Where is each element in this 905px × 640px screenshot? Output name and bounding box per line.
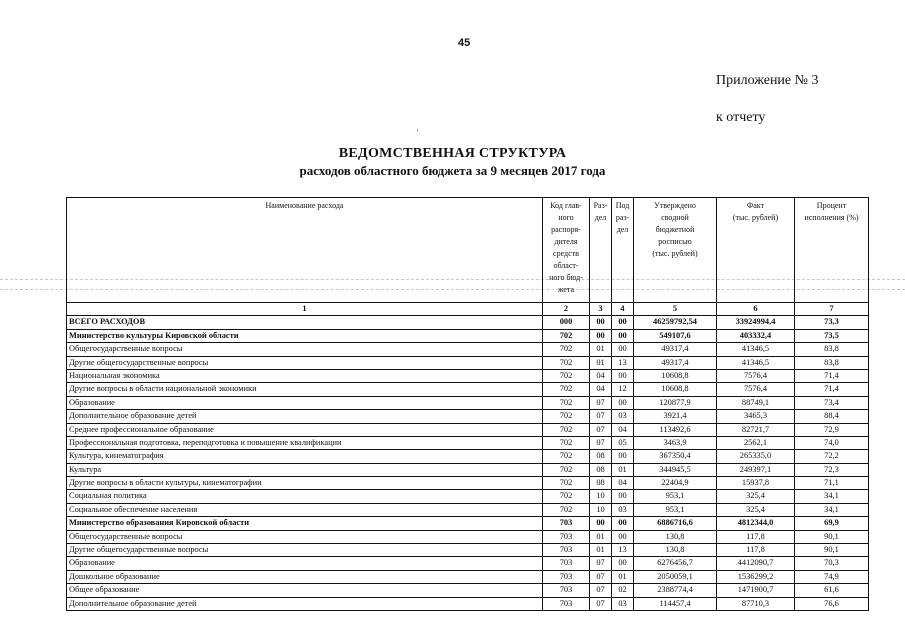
row-approved: 22404,9 [634,477,717,490]
row-name: Другие общегосударственные вопросы [67,544,543,557]
table-row [67,517,869,530]
row-approved: 10608,8 [634,383,717,396]
row-approved: 49317,4 [634,343,717,356]
column-number: 2 [543,303,590,316]
row-fact: 88749,1 [717,396,795,409]
row-subsection: 00 [612,343,634,356]
row-fact: 249397,1 [717,463,795,476]
header-percent: Процент исполнения (%) [795,198,869,303]
row-fact: 403332,4 [717,329,795,342]
row-percent: 90,1 [795,544,869,557]
row-fact: 82721,7 [717,423,795,436]
row-subsection: 03 [612,410,634,423]
row-name: Другие общегосударственные вопросы [67,356,543,369]
row-subsection: 01 [612,463,634,476]
row-section: 07 [590,410,612,423]
row-percent: 71,4 [795,369,869,382]
row-fact: 7576,4 [717,369,795,382]
row-section: 00 [590,316,612,329]
table-header [67,198,869,303]
table-row [67,369,869,382]
row-percent: 34,1 [795,503,869,516]
row-code: 702 [543,477,590,490]
table-body [67,303,869,611]
row-name: Министерство культуры Кировской области [67,329,543,342]
row-approved: 130,8 [634,530,717,543]
row-name: Общегосударственные вопросы [67,530,543,543]
row-approved: 113492,6 [634,423,717,436]
row-fact: 265335,0 [717,450,795,463]
row-section: 07 [590,436,612,449]
row-fact: 4812344,0 [717,517,795,530]
row-name: Социальное обеспечение населения [67,503,543,516]
table-row [67,436,869,449]
row-code: 000 [543,316,590,329]
row-code: 702 [543,490,590,503]
report-label: к отчету [716,110,766,125]
table-row [67,383,869,396]
column-number: 5 [634,303,717,316]
row-code: 703 [543,557,590,570]
row-subsection: 00 [612,490,634,503]
row-name: Общегосударственные вопросы [67,343,543,356]
row-approved: 953,1 [634,490,717,503]
row-fact: 7576,4 [717,383,795,396]
row-name: Другие вопросы в области национальной экономики [67,383,543,396]
row-approved: 6276456,7 [634,557,717,570]
row-percent: 73,4 [795,396,869,409]
row-subsection: 04 [612,477,634,490]
row-fact: 41346,5 [717,356,795,369]
table-row [67,570,869,583]
row-fact: 2562,1 [717,436,795,449]
document-title: ВЕДОМСТВЕННАЯ СТРУКТУРА [338,146,567,161]
row-fact: 4412090,7 [717,557,795,570]
row-name: Дополнительное образование детей [67,410,543,423]
row-name: Культура [67,463,543,476]
row-code: 702 [543,356,590,369]
row-subsection: 13 [612,544,634,557]
row-percent: 73,5 [795,329,869,342]
row-approved: 120877,9 [634,396,717,409]
table-row [67,503,869,516]
row-name: Дошкольное образование [67,570,543,583]
row-subsection: 03 [612,503,634,516]
row-name: Образование [67,396,543,409]
row-percent: 70,3 [795,557,869,570]
row-code: 703 [543,584,590,597]
row-code: 702 [543,369,590,382]
table-row [67,410,869,423]
row-approved: 3921,4 [634,410,717,423]
row-code: 702 [543,343,590,356]
row-approved: 46259792,54 [634,316,717,329]
row-code: 702 [543,423,590,436]
row-section: 00 [590,329,612,342]
column-number-row [67,303,869,316]
row-section: 01 [590,343,612,356]
row-subsection: 00 [612,316,634,329]
column-number: 7 [795,303,869,316]
row-section: 07 [590,396,612,409]
row-subsection: 12 [612,383,634,396]
table-row [67,343,869,356]
row-subsection: 00 [612,517,634,530]
row-percent: 72,3 [795,463,869,476]
header-subsection: Под раз- дел [612,198,634,303]
row-subsection: 03 [612,597,634,610]
row-percent: 83,8 [795,343,869,356]
row-section: 07 [590,597,612,610]
row-name: Дополнительное образование детей [67,597,543,610]
row-code: 702 [543,503,590,516]
row-approved: 2050059,1 [634,570,717,583]
table-row [67,356,869,369]
row-section: 08 [590,463,612,476]
row-name: Профессиональная подготовка, переподготовка и повышение квалификации [67,436,543,449]
row-section: 07 [590,557,612,570]
row-approved: 130,8 [634,544,717,557]
row-approved: 953,1 [634,503,717,516]
row-approved: 344945,5 [634,463,717,476]
table-row [67,490,869,503]
header-name: Наименование расхода [67,198,543,303]
row-subsection: 04 [612,423,634,436]
row-percent: 74,0 [795,436,869,449]
header-code: Код глав- ного распоря- дителя средств област- ного бюд- жета [543,198,590,303]
row-code: 703 [543,544,590,557]
row-name: Общее образование [67,584,543,597]
table-row [67,423,869,436]
row-code: 702 [543,436,590,449]
page-number: 45 [458,37,471,49]
row-fact: 117,8 [717,530,795,543]
row-subsection: 01 [612,570,634,583]
column-number: 4 [612,303,634,316]
row-name: Министерство образования Кировской области [67,517,543,530]
row-code: 703 [543,530,590,543]
row-section: 00 [590,517,612,530]
table-row [67,477,869,490]
row-name: Образование [67,557,543,570]
row-subsection: 00 [612,557,634,570]
row-percent: 72,2 [795,450,869,463]
row-percent: 69,9 [795,517,869,530]
row-fact: 15937,8 [717,477,795,490]
row-name: Национальная экономика [67,369,543,382]
row-approved: 2388774,4 [634,584,717,597]
row-percent: 61,6 [795,584,869,597]
row-section: 10 [590,490,612,503]
column-number: 3 [590,303,612,316]
row-code: 703 [543,597,590,610]
row-fact: 325,4 [717,490,795,503]
row-subsection: 00 [612,450,634,463]
row-code: 703 [543,517,590,530]
row-code: 702 [543,450,590,463]
row-section: 01 [590,530,612,543]
row-code: 702 [543,396,590,409]
row-section: 08 [590,450,612,463]
row-subsection: 05 [612,436,634,449]
row-name: Культура, кинематография [67,450,543,463]
row-code: 702 [543,329,590,342]
row-percent: 71,1 [795,477,869,490]
row-fact: 87710,3 [717,597,795,610]
row-fact: 33924994,4 [717,316,795,329]
header-section: Раз- дел [590,198,612,303]
column-number: 6 [717,303,795,316]
row-percent: 88,4 [795,410,869,423]
row-approved: 3463,9 [634,436,717,449]
row-fact: 3465,3 [717,410,795,423]
row-subsection: 13 [612,356,634,369]
row-code: 702 [543,410,590,423]
row-percent: 74,9 [795,570,869,583]
table-row [67,329,869,342]
row-section: 07 [590,584,612,597]
stray-mark: ' [417,128,419,137]
row-approved: 49317,4 [634,356,717,369]
table-row [67,544,869,557]
table-row [67,530,869,543]
row-subsection: 00 [612,530,634,543]
row-section: 08 [590,477,612,490]
row-name: Социальная политика [67,490,543,503]
row-name: Другие вопросы в области культуры, кинематографии [67,477,543,490]
table-row [67,450,869,463]
row-percent: 90,1 [795,530,869,543]
row-section: 01 [590,356,612,369]
row-subsection: 00 [612,396,634,409]
row-name: Среднее профессиональное образование [67,423,543,436]
table-row [67,463,869,476]
row-percent: 71,4 [795,383,869,396]
row-subsection: 00 [612,329,634,342]
row-fact: 1471900,7 [717,584,795,597]
row-name: ВСЕГО РАСХОДОВ [67,316,543,329]
row-section: 01 [590,544,612,557]
row-section: 07 [590,570,612,583]
row-approved: 367350,4 [634,450,717,463]
table-row [67,584,869,597]
table-row [67,557,869,570]
header-approved: Утверждено сводной бюджетной росписью (тыс. рублей) [634,198,717,303]
budget-table [66,197,869,611]
row-percent: 83,8 [795,356,869,369]
row-code: 703 [543,570,590,583]
table-row [67,396,869,409]
appendix-label: Приложение № 3 [716,73,819,88]
document-subtitle: расходов областного бюджета за 9 месяцев 2017 года [299,163,606,178]
row-percent: 73,3 [795,316,869,329]
row-section: 04 [590,369,612,382]
row-percent: 76,6 [795,597,869,610]
row-percent: 72,9 [795,423,869,436]
row-percent: 34,1 [795,490,869,503]
column-number: 1 [67,303,543,316]
header-fact: Факт (тыс. рублей) [717,198,795,303]
row-code: 702 [543,463,590,476]
row-fact: 117,8 [717,544,795,557]
row-fact: 325,4 [717,503,795,516]
row-fact: 41346,5 [717,343,795,356]
table-row [67,316,869,329]
row-approved: 10608,8 [634,369,717,382]
table-row [67,597,869,610]
row-approved: 114457,4 [634,597,717,610]
row-fact: 1536299,2 [717,570,795,583]
row-section: 07 [590,423,612,436]
row-section: 04 [590,383,612,396]
row-subsection: 00 [612,369,634,382]
row-approved: 6886716,6 [634,517,717,530]
row-section: 10 [590,503,612,516]
row-code: 702 [543,383,590,396]
row-approved: 549107,6 [634,329,717,342]
row-subsection: 02 [612,584,634,597]
